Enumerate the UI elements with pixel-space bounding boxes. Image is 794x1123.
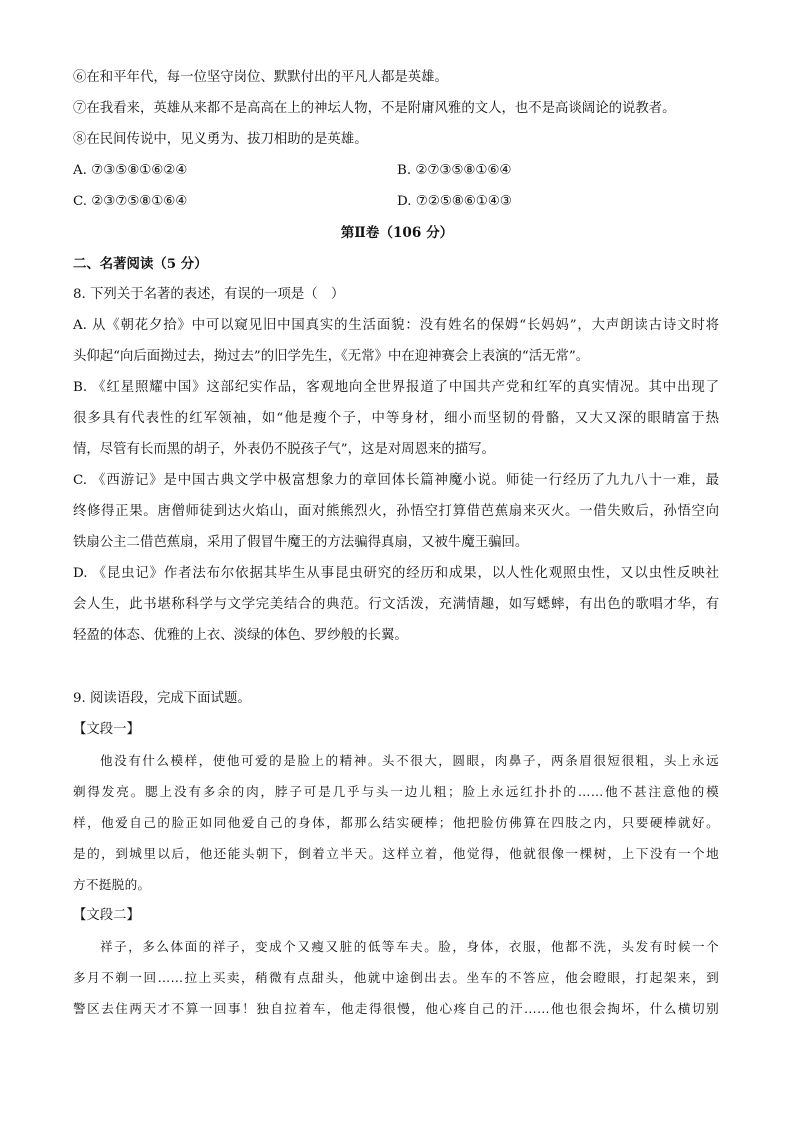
q8-option-b-line: B. 《红星照耀中国》这部纪实作品，客观地向全世界报道了中国共产党和红军的真实情况。其中出现了: [73, 380, 719, 395]
statement-7: ⑦在我看来，英雄从来都不是高高在上的神坛人物，不是附庸风雅的文人，也不是高谈阔论的说教者。: [73, 101, 676, 116]
q8-option-c-line: 终修得正果。唐僧师徒到达火焰山，面对熊熊烈火，孙悟空打算借芭蕉扇来灭火。一借失败后，孙悟空向: [73, 504, 719, 519]
passage-1-line: 样，他爱自己的脸正如同他爱自己的身体，都那么结实硬棒；他把脸仿佛算在四肢之内，只要硬棒就好。: [73, 815, 719, 830]
passage-1-line: 方不挺脱的。: [73, 877, 151, 892]
q7-option-c: C. ②③⑦⑤⑧①⑥④: [73, 194, 188, 209]
q8-option-d-line: 会人生，此书堪称科学与文学完美结合的典范。行文活泼，充满情趣，如写蟋蟀，有出色的歌唱才华，有: [73, 597, 719, 612]
q7-option-d: D. ⑦②⑤⑧⑥①④③: [397, 194, 512, 209]
q7-option-a: A. ⑦③⑤⑧①⑥②④: [73, 163, 188, 178]
passage-1-line: 他没有什么模样，使他可爱的是脸上的精神。头不很大，圆眼，肉鼻子，两条眉很短很粗，头上永远: [100, 753, 719, 768]
passage-2-line: 警区去住两天才不算一回事！独自拉着车，他走得很慢，他心疼自己的汗……他也很会掏坏，什么横切别: [73, 1001, 719, 1016]
q8-option-b-line: 很多具有代表性的红军领袖，如“他是瘦个子，中等身材，细小而坚韧的骨骼，又大又深的眼睛富于热: [73, 411, 719, 426]
passage-1-label: 【文段一】: [73, 722, 140, 737]
volume-title: 第Ⅱ卷（106 分）: [340, 225, 454, 241]
q7-option-b: B. ②⑦③⑤⑧①⑥④: [397, 163, 512, 178]
passage-1-line: 是的，到城里以后，他还能头朝下，倒着立半天。这样立着，他觉得，他就很像一棵树，上下没有一个地: [73, 846, 719, 861]
section-2-title: 二、名著阅读（5 分）: [73, 256, 208, 272]
statement-8: ⑧在民间传说中，见义勇为、拔刀相助的是英雄。: [73, 132, 368, 147]
passage-2-label: 【文段二】: [73, 908, 140, 923]
q8-option-d-line: D. 《昆虫记》作者法布尔依据其毕生从事昆虫研究的经历和成果，以人性化观照虫性，又以虫性反映社: [73, 566, 719, 581]
q8-option-d-line: 轻盈的体态、优雅的上衣、淡绿的体色、罗纱般的长翼。: [73, 628, 408, 643]
passage-1-line: 剃得发亮。腮上没有多余的肉，脖子可是几乎与头一边儿粗；脸上永远红扑扑的……他不甚注意他的模: [73, 784, 719, 799]
q8-stem: 8. 下列关于名著的表述，有误的一项是（ ）: [73, 287, 345, 302]
q8-option-c-line: 铁扇公主二借芭蕉扇，采用了假冒牛魔王的方法骗得真扇，又被牛魔王骗回。: [73, 535, 529, 550]
q8-option-b-line: 情，尽管有长而黑的胡子，外表仍不脱孩子气”，这是对周恩来的描写。: [73, 442, 495, 457]
q8-option-a-line: 头仰起“向后面拗过去，拗过去”的旧学先生，《无常》中在迎神赛会上表演的“活无常”。: [73, 349, 590, 364]
q8-option-a-line: A. 从《朝花夕拾》中可以窥见旧中国真实的生活面貌：没有姓名的保姆“长妈妈”，大声朗读古诗文时将: [73, 318, 719, 333]
passage-2-line: 多月不剃一回……拉上买卖，稍微有点甜头，他就中途倒出去。坐车的不答应，他会瞪眼，打起架来，到: [73, 970, 719, 985]
q9-stem: 9. 阅读语段，完成下面试题。: [73, 691, 251, 706]
passage-2-line: 祥子，多么体面的祥子，变成个又瘦又脏的低等车夫。脸，身体，衣服，他都不洗，头发有时候一个: [100, 939, 719, 954]
q8-option-c-line: C. 《西游记》是中国古典文学中极富想象力的章回体长篇神魔小说。师徒一行经历了九九八十一难，最: [73, 473, 719, 488]
statement-6: ⑥在和平年代，每一位坚守岗位、默默付出的平凡人都是英雄。: [73, 70, 448, 85]
